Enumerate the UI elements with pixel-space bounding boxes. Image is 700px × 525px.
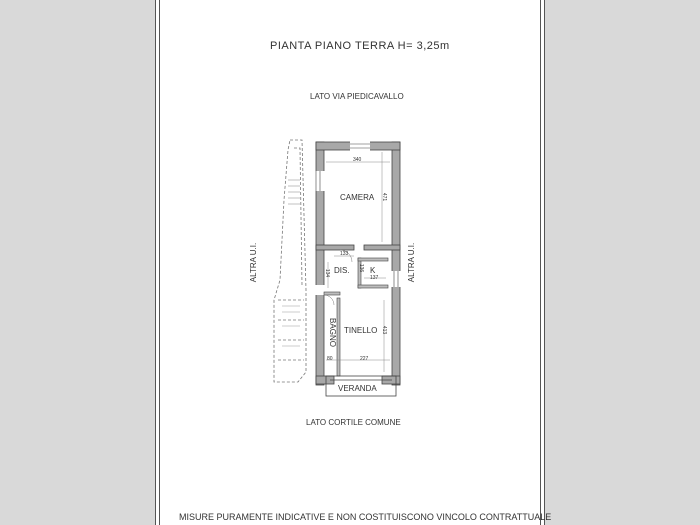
dim-dis-depth: 134 bbox=[324, 268, 331, 278]
room-camera: CAMERA bbox=[340, 193, 375, 202]
dim-k-width: 137 bbox=[370, 275, 379, 281]
partitions bbox=[324, 258, 388, 376]
dim-tinello-width: 227 bbox=[360, 356, 369, 362]
neighbor-stair-marks bbox=[282, 180, 300, 346]
label-side-left: ALTRA U.I. bbox=[249, 242, 259, 283]
label-side-right: ALTRA U.I. bbox=[407, 242, 417, 283]
dim-camera-width: 340 bbox=[353, 157, 362, 163]
room-veranda: VERANDA bbox=[338, 384, 377, 393]
dim-k-depth: 136 bbox=[358, 263, 365, 273]
room-dis: DIS. bbox=[334, 266, 350, 275]
room-tinello: TINELLO bbox=[344, 326, 378, 335]
label-side-bottom: LATO CORTILE COMUNE bbox=[306, 418, 401, 427]
room-bagno: BAGNO bbox=[327, 318, 337, 347]
footer-disclaimer: MISURE PURAMENTE INDICATIVE E NON COSTITUISCONO VINCOLO CONTRATTUALE bbox=[179, 512, 552, 522]
dim-camera-depth: 471 bbox=[381, 192, 388, 202]
dim-tinello-depth: 413 bbox=[381, 325, 388, 335]
label-side-top: LATO VIA PIEDICAVALLO bbox=[310, 92, 404, 101]
plan-title: PIANTA PIANO TERRA H= 3,25m bbox=[270, 40, 450, 52]
room-k: K bbox=[370, 266, 376, 275]
dim-bagno-width: 80 bbox=[327, 356, 333, 362]
dim-dis-width: 133 bbox=[340, 251, 349, 257]
opening-lines bbox=[316, 144, 398, 287]
